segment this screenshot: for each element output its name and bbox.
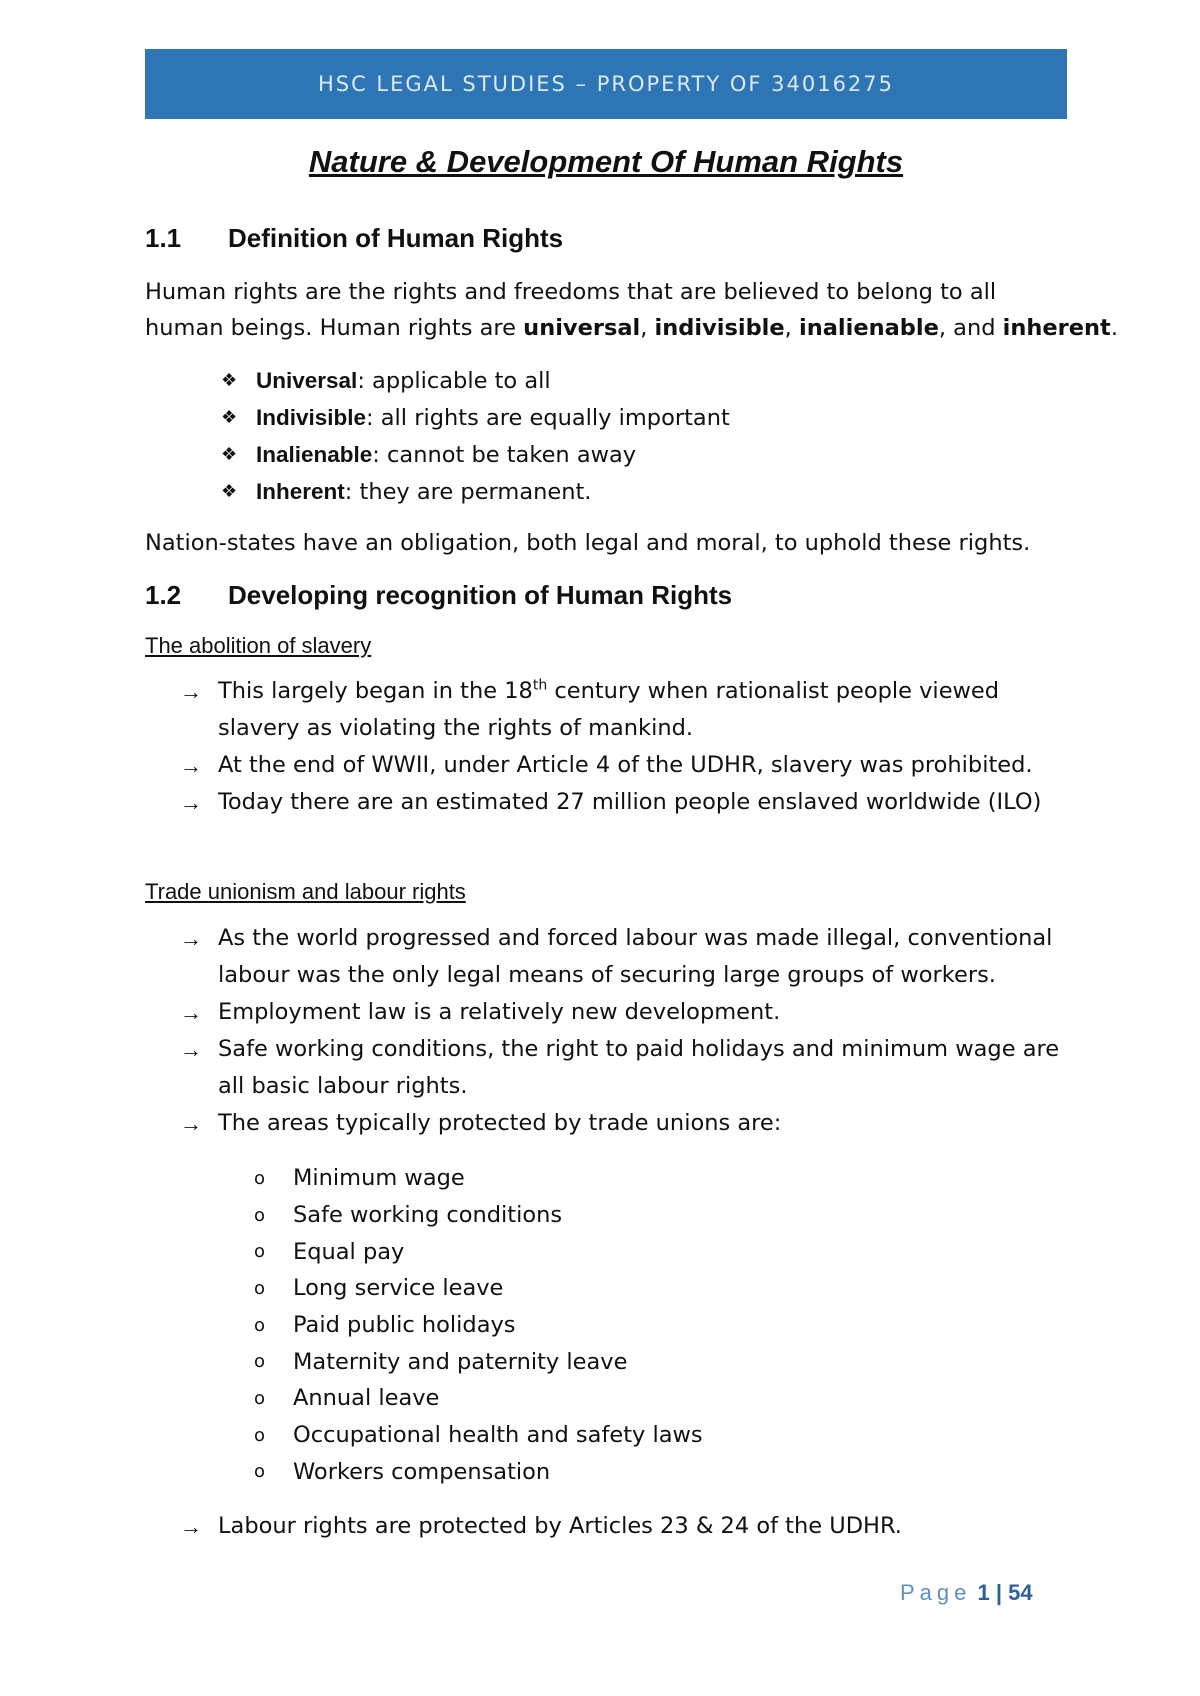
document-title: Nature & Development Of Human Rights	[308, 144, 904, 179]
separator: , and	[938, 315, 1003, 341]
list-item	[180, 994, 1060, 1031]
circle-bullet-icon: o	[254, 1314, 266, 1336]
page-number: 1	[977, 1580, 990, 1605]
text-span: human beings. Human rights are	[145, 315, 524, 341]
paragraph-line	[145, 310, 1118, 346]
list-item	[254, 1307, 703, 1344]
area-text: Maternity and paternity leave	[293, 1348, 628, 1375]
circle-bullet-icon: o	[254, 1351, 266, 1373]
term-universal: universal	[523, 315, 641, 341]
area-text: Minimum wage	[293, 1165, 465, 1192]
point-text: Safe working conditions, the right to paid holidays and minimum wage are all basic labour rights.	[218, 1036, 1060, 1099]
list-item	[254, 1270, 703, 1307]
list-item	[221, 362, 730, 399]
term-inherent: inherent	[1002, 315, 1111, 341]
circle-bullet-icon: o	[254, 1424, 266, 1446]
list-item	[221, 436, 730, 473]
definition-term: Inalienable	[256, 441, 373, 467]
definition-term: Inherent	[256, 478, 345, 504]
point-text: At the end of WWII, under Article 4 of the UDHR, slavery was prohibited.	[218, 752, 1033, 778]
circle-bullet-icon: o	[254, 1241, 266, 1263]
page-label: Page	[900, 1580, 972, 1605]
labour-final-point	[180, 1508, 1060, 1545]
list-item	[254, 1417, 703, 1454]
list-item	[180, 747, 1060, 784]
labour-points	[180, 920, 1060, 1142]
protected-areas-list	[254, 1160, 703, 1490]
list-item	[254, 1233, 703, 1270]
page-total: 54	[1008, 1580, 1033, 1605]
circle-bullet-icon: o	[254, 1461, 266, 1483]
definition-desc: : cannot be taken away	[372, 441, 637, 468]
point-text	[218, 673, 1060, 747]
area-text: Occupational health and safety laws	[293, 1422, 703, 1449]
arrow-right-icon: →	[180, 1037, 202, 1062]
section-number: 1.1	[145, 223, 182, 253]
list-item	[180, 673, 1060, 747]
area-text: Annual leave	[293, 1385, 440, 1412]
area-text: Safe working conditions	[293, 1202, 563, 1229]
header-banner	[145, 49, 1067, 119]
definition-desc: : they are permanent.	[344, 478, 592, 505]
diamond-bullet-icon: ❖	[221, 444, 238, 464]
slavery-points	[180, 673, 1060, 821]
section-heading-1-1	[145, 223, 563, 254]
list-item	[254, 1454, 703, 1491]
list-item	[221, 399, 730, 436]
arrow-right-icon: →	[180, 1514, 202, 1539]
point-text: The areas typically protected by trade unions are:	[218, 1110, 782, 1136]
list-item	[180, 920, 1060, 994]
separator: .	[1110, 315, 1118, 341]
arrow-right-icon: →	[180, 790, 202, 815]
superscript: th	[532, 677, 548, 694]
section-number: 1.2	[145, 580, 182, 610]
section-heading-1-2	[145, 580, 732, 611]
page-separator: |	[989, 1580, 1009, 1605]
area-text: Equal pay	[293, 1238, 405, 1265]
definition-paragraph	[145, 274, 1118, 346]
point-text: Employment law is a relatively new development.	[218, 999, 781, 1025]
page-footer	[900, 1580, 1033, 1606]
separator: ,	[640, 315, 655, 341]
arrow-right-icon: →	[180, 1111, 202, 1136]
text-span: This largely began in the 18	[218, 678, 533, 704]
paragraph-line: Human rights are the rights and freedoms that are believed to belong to all	[145, 279, 997, 305]
arrow-right-icon: →	[180, 1000, 202, 1025]
area-text: Workers compensation	[293, 1458, 551, 1485]
definition-desc: : applicable to all	[357, 367, 551, 394]
list-item	[180, 1031, 1060, 1105]
point-text: As the world progressed and forced labour was made illegal, conventional labour was the only legal means of securing large groups of workers.	[218, 925, 1053, 988]
list-item	[180, 1508, 1060, 1545]
subheading-labour: Trade unionism and labour rights	[145, 879, 466, 904]
section-title: Developing recognition of Human Rights	[228, 580, 733, 610]
header-banner-text: HSC LEGAL STUDIES – PROPERTY OF 34016275	[317, 72, 895, 96]
diamond-bullet-icon: ❖	[221, 481, 238, 501]
term-indivisible: indivisible	[654, 315, 785, 341]
list-item	[254, 1160, 703, 1197]
definition-term: Indivisible	[256, 404, 367, 430]
definition-term: Universal	[256, 367, 358, 393]
circle-bullet-icon: o	[254, 1204, 266, 1226]
list-item	[254, 1343, 703, 1380]
section-title: Definition of Human Rights	[228, 223, 564, 253]
list-item	[254, 1380, 703, 1417]
definitions-list	[221, 362, 730, 510]
arrow-right-icon: →	[180, 753, 202, 778]
arrow-right-icon: →	[180, 926, 202, 951]
arrow-right-icon: →	[180, 679, 202, 704]
list-item	[221, 473, 730, 510]
point-text: Today there are an estimated 27 million people enslaved worldwide (ILO)	[218, 789, 1042, 815]
obligation-paragraph: Nation-states have an obligation, both legal and moral, to uphold these rights.	[145, 530, 1031, 556]
circle-bullet-icon: o	[254, 1167, 266, 1189]
list-item	[180, 1105, 1060, 1142]
list-item	[254, 1197, 703, 1234]
area-text: Long service leave	[293, 1275, 504, 1302]
point-text: Labour rights are protected by Articles 23 & 24 of the UDHR.	[218, 1513, 902, 1539]
term-inalienable: inalienable	[798, 315, 939, 341]
list-item	[180, 784, 1060, 821]
subheading-slavery: The abolition of slavery	[145, 633, 372, 658]
diamond-bullet-icon: ❖	[221, 407, 238, 427]
text-span: century when rationalist people viewed slavery as violating the rights of mankind.	[218, 678, 1000, 741]
diamond-bullet-icon: ❖	[221, 370, 238, 390]
area-text: Paid public holidays	[293, 1312, 516, 1339]
circle-bullet-icon: o	[254, 1277, 266, 1299]
separator: ,	[784, 315, 799, 341]
definition-desc: : all rights are equally important	[366, 404, 730, 431]
circle-bullet-icon: o	[254, 1387, 266, 1409]
